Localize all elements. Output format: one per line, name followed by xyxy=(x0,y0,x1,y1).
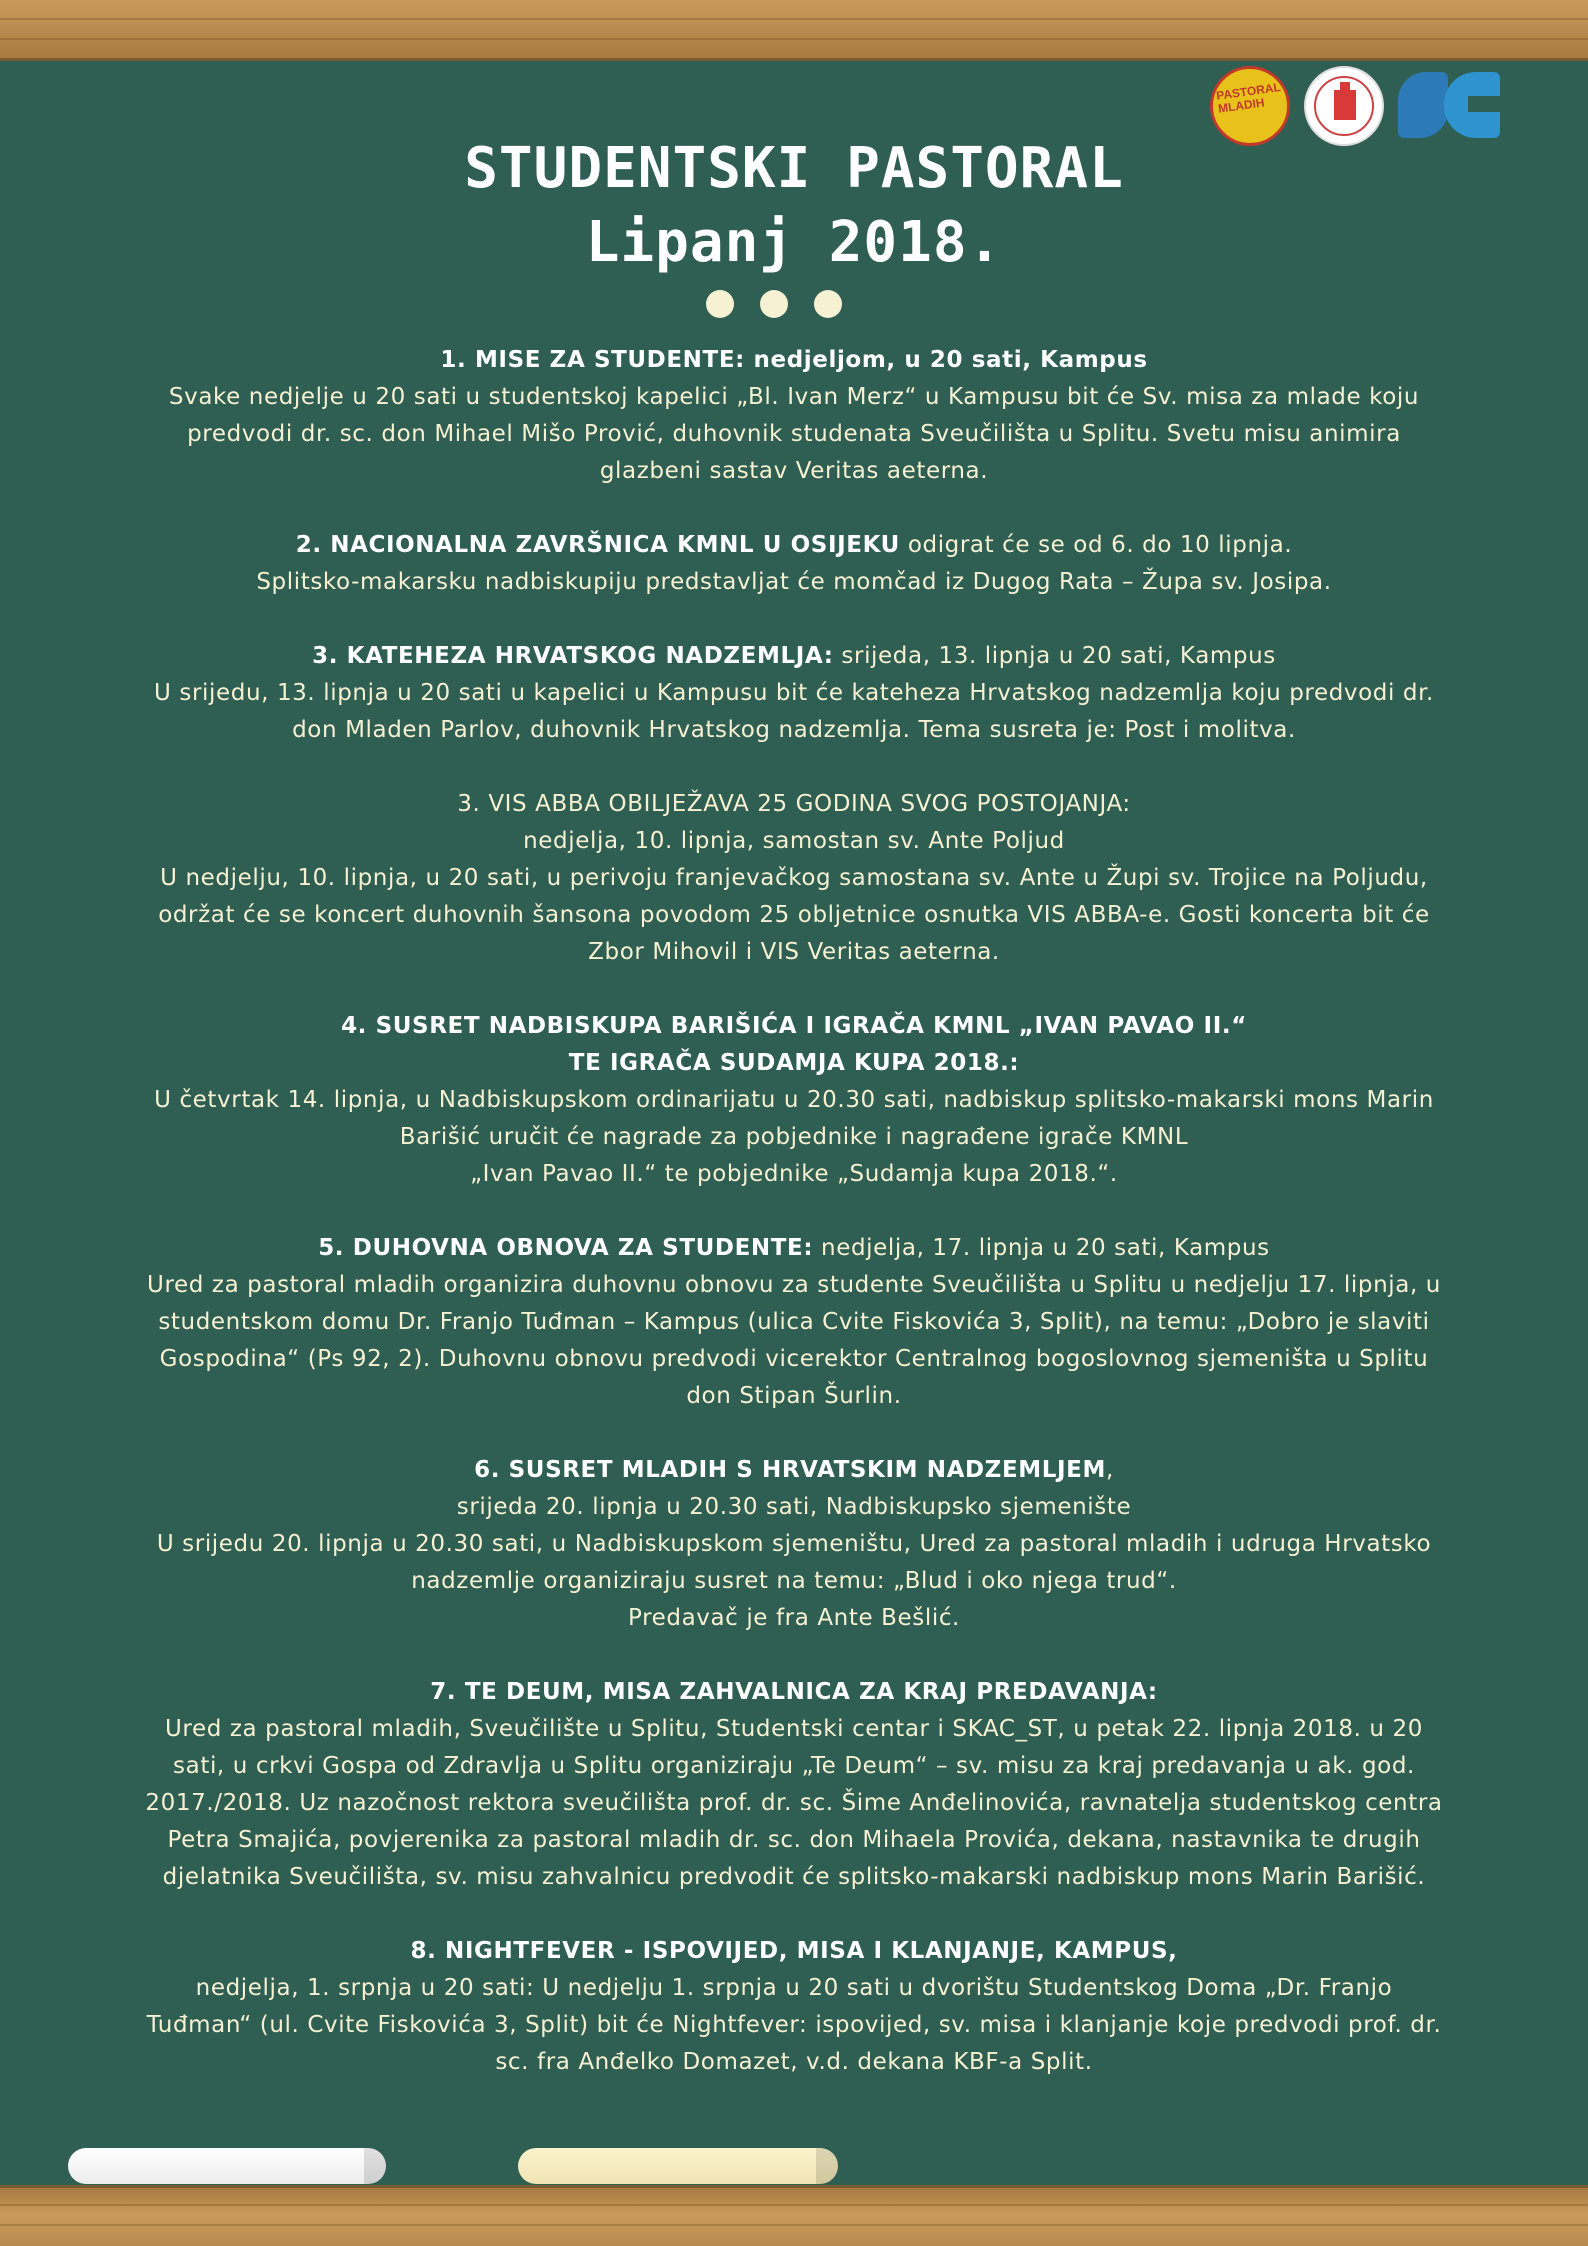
section-line: U četvrtak 14. lipnja, u Nadbiskupskom ordinarijatu u 20.30 sati, nadbiskup splitsko-makarski mons Marin xyxy=(154,1087,1434,1113)
title-line-1: STUDENTSKI PASTORAL xyxy=(464,136,1124,201)
section-line: Zbor Mihovil i VIS Veritas aeterna. xyxy=(588,939,1000,965)
section-line: nadzemlje organiziraju susret na temu: „Blud i oko njega trud“. xyxy=(411,1568,1177,1594)
section-duhovna-obnova xyxy=(90,1230,1498,1415)
title-line-2: Lipanj 2018. xyxy=(585,210,1003,275)
wooden-frame-top xyxy=(0,0,1588,61)
section-heading: 6. SUSRET MLADIH S HRVATSKIM NADZEMLJEM xyxy=(474,1457,1106,1483)
section-line: održat će se koncert duhovnih šansona povodom 25 obljetnice osnutka VIS ABBA-e. Gosti koncerta bit će xyxy=(158,902,1430,928)
dot-icon xyxy=(706,290,734,318)
section-heading: 3. KATEHEZA HRVATSKOG NADZEMLJA: xyxy=(312,643,834,669)
section-heading-rest: , xyxy=(1105,1457,1114,1483)
section-line: don Mladen Parlov, duhovnik Hrvatskog nadzemlja. Tema susreta je: Post i molitva. xyxy=(292,717,1296,743)
section-line: U srijedu, 13. lipnja u 20 sati u kapelici u Kampusu bit će kateheza Hrvatskog nadzemlja koju predvodi dr. xyxy=(154,680,1434,706)
section-vis-abba xyxy=(90,786,1498,971)
section-line: studentskom domu Dr. Franjo Tuđman – Kampus (ulica Cvite Fiskovića 3, Split), na temu: „Dobro je slaviti xyxy=(158,1309,1430,1335)
section-line: Svake nedjelje u 20 sati u studentskoj kapelici „Bl. Ivan Merz“ u Kampusu bit će Sv. misa za mlade koju xyxy=(168,384,1420,410)
section-heading: 2. NACIONALNA ZAVRŠNICA KMNL U OSIJEKU xyxy=(295,532,900,558)
section-line: sc. fra Anđelko Domazet, v.d. dekana KBF-a Split. xyxy=(495,2049,1093,2075)
section-line: „Ivan Pavao II.“ te pobjednike „Sudamja kupa 2018.“. xyxy=(470,1161,1118,1187)
decorative-dots xyxy=(706,290,842,318)
dot-icon xyxy=(760,290,788,318)
section-heading: 5. DUHOVNA OBNOVA ZA STUDENTE: xyxy=(318,1235,814,1261)
section-heading-rest: nedjelja, 17. lipnja u 20 sati, Kampus xyxy=(813,1235,1270,1261)
page-title xyxy=(0,132,1588,280)
announcements xyxy=(90,342,1498,2118)
section-te-deum xyxy=(90,1674,1498,1896)
section-nightfever xyxy=(90,1933,1498,2081)
section-heading-rest: srijeda, 13. lipnja u 20 sati, Kampus xyxy=(833,643,1276,669)
section-line: nedjelja, 1. srpnja u 20 sati: U nedjelju 1. srpnja u 20 sati u dvorištu Studentskog Doma „Dr. Franjo xyxy=(195,1975,1393,2001)
wooden-frame-bottom xyxy=(0,2185,1588,2246)
section-heading: 8. NIGHTFEVER - ISPOVIJED, MISA I KLANJANJE, KAMPUS, xyxy=(410,1938,1178,1964)
section-line: 2017./2018. Uz nazočnost rektora sveučilišta prof. dr. sc. Šime Anđelinovića, ravnatelja studentskog centra xyxy=(145,1790,1443,1816)
section-line: djelatnika Sveučilišta, sv. misu zahvalnicu predvodit će splitsko-makarski nadbiskup mons Marin Barišić. xyxy=(162,1864,1426,1890)
section-heading: 7. TE DEUM, MISA ZAHVALNICA ZA KRAJ PREDAVANJA: xyxy=(430,1679,1158,1705)
sc-logo-s-shape xyxy=(1398,72,1448,138)
section-line: Splitsko-makarsku nadbiskupiju predstavljat će momčad iz Dugog Rata – Župa sv. Josipa. xyxy=(256,569,1332,595)
section-kateheza xyxy=(90,638,1498,749)
pastoral-mladih-logo-text: PASTORAL MLADIH xyxy=(1215,80,1282,116)
section-line: Predavač je fra Ante Bešlić. xyxy=(628,1605,960,1631)
section-mise-za-studente xyxy=(90,342,1498,490)
wood-grain xyxy=(0,2224,1588,2226)
section-nacionalna-zavrsnica xyxy=(90,527,1498,601)
section-heading: 1. MISE ZA STUDENTE: nedjeljom, u 20 sati, Kampus xyxy=(440,347,1148,373)
section-line: Barišić uručit će nagrade za pobjednike i nagrađene igrače KMNL xyxy=(399,1124,1189,1150)
section-line: Ured za pastoral mladih, Sveučilište u Splitu, Studentski centar i SKAC_ST, u petak 22. lipnja 2018. u 20 xyxy=(165,1716,1423,1742)
section-susret-mladih xyxy=(90,1452,1498,1637)
section-susret-nadbiskupa xyxy=(90,1008,1498,1193)
dot-icon xyxy=(814,290,842,318)
section-line: nedjelja, 10. lipnja, samostan sv. Ante Poljud xyxy=(523,828,1065,854)
section-line: glazbeni sastav Veritas aeterna. xyxy=(599,458,989,484)
section-line: predvodi dr. sc. don Mihael Mišo Prović, duhovnik studenata Sveučilišta u Splitu. Svetu misu animira xyxy=(187,421,1401,447)
section-heading-rest: odigrat će se od 6. do 10 lipnja. xyxy=(899,532,1293,558)
wood-grain xyxy=(0,2204,1588,2206)
section-heading: 4. SUSRET NADBISKUPA BARIŠIĆA I IGRAČA KMNL „IVAN PAVAO II.“ xyxy=(341,1013,1247,1039)
kbf-logo-building xyxy=(1334,90,1356,120)
section-line: Ured za pastoral mladih organizira duhovnu obnovu za studente Sveučilišta u Splitu u nedjelju 17. lipnja, u xyxy=(147,1272,1441,1298)
section-line: Gospodina“ (Ps 92, 2). Duhovnu obnovu predvodi vicerektor Centralnog bogoslovnog sjemeništa u Splitu xyxy=(159,1346,1429,1372)
section-line: U nedjelju, 10. lipnja, u 20 sati, u perivoju franjevačkog samostana sv. Ante u Župi sv. Trojice na Poljudu, xyxy=(160,865,1428,891)
section-line: Petra Smajića, povjerenika za pastoral mladih dr. sc. don Mihaela Provića, dekana, nastavnika te drugih xyxy=(167,1827,1421,1853)
wood-grain xyxy=(0,18,1588,20)
sc-logo-notch xyxy=(1468,96,1502,112)
section-heading: 3. VIS ABBA OBILJEŽAVA 25 GODINA SVOG POSTOJANJA: xyxy=(457,791,1131,817)
section-heading: TE IGRAČA SUDAMJA KUPA 2018.: xyxy=(568,1050,1020,1076)
wood-grain xyxy=(0,38,1588,40)
white-chalk-stick xyxy=(68,2148,386,2184)
section-line: U srijedu 20. lipnja u 20.30 sati, u Nadbiskupskom sjemeništu, Ured za pastoral mladih i udruga Hrvatsko xyxy=(156,1531,1432,1557)
section-line: Tuđman“ (ul. Cvite Fiskovića 3, Split) bit će Nightfever: ispovijed, sv. misa i klanjanje koje predvodi prof. dr. xyxy=(146,2012,1442,2038)
section-line: srijeda 20. lipnja u 20.30 sati, Nadbiskupsko sjemenište xyxy=(456,1494,1132,1520)
section-line: don Stipan Šurlin. xyxy=(686,1383,902,1409)
yellow-chalk-stick xyxy=(518,2148,838,2184)
section-line: sati, u crkvi Gospa od Zdravlja u Splitu organiziraju „Te Deum“ – sv. misu za kraj predavanja u ak. god. xyxy=(173,1753,1415,1779)
